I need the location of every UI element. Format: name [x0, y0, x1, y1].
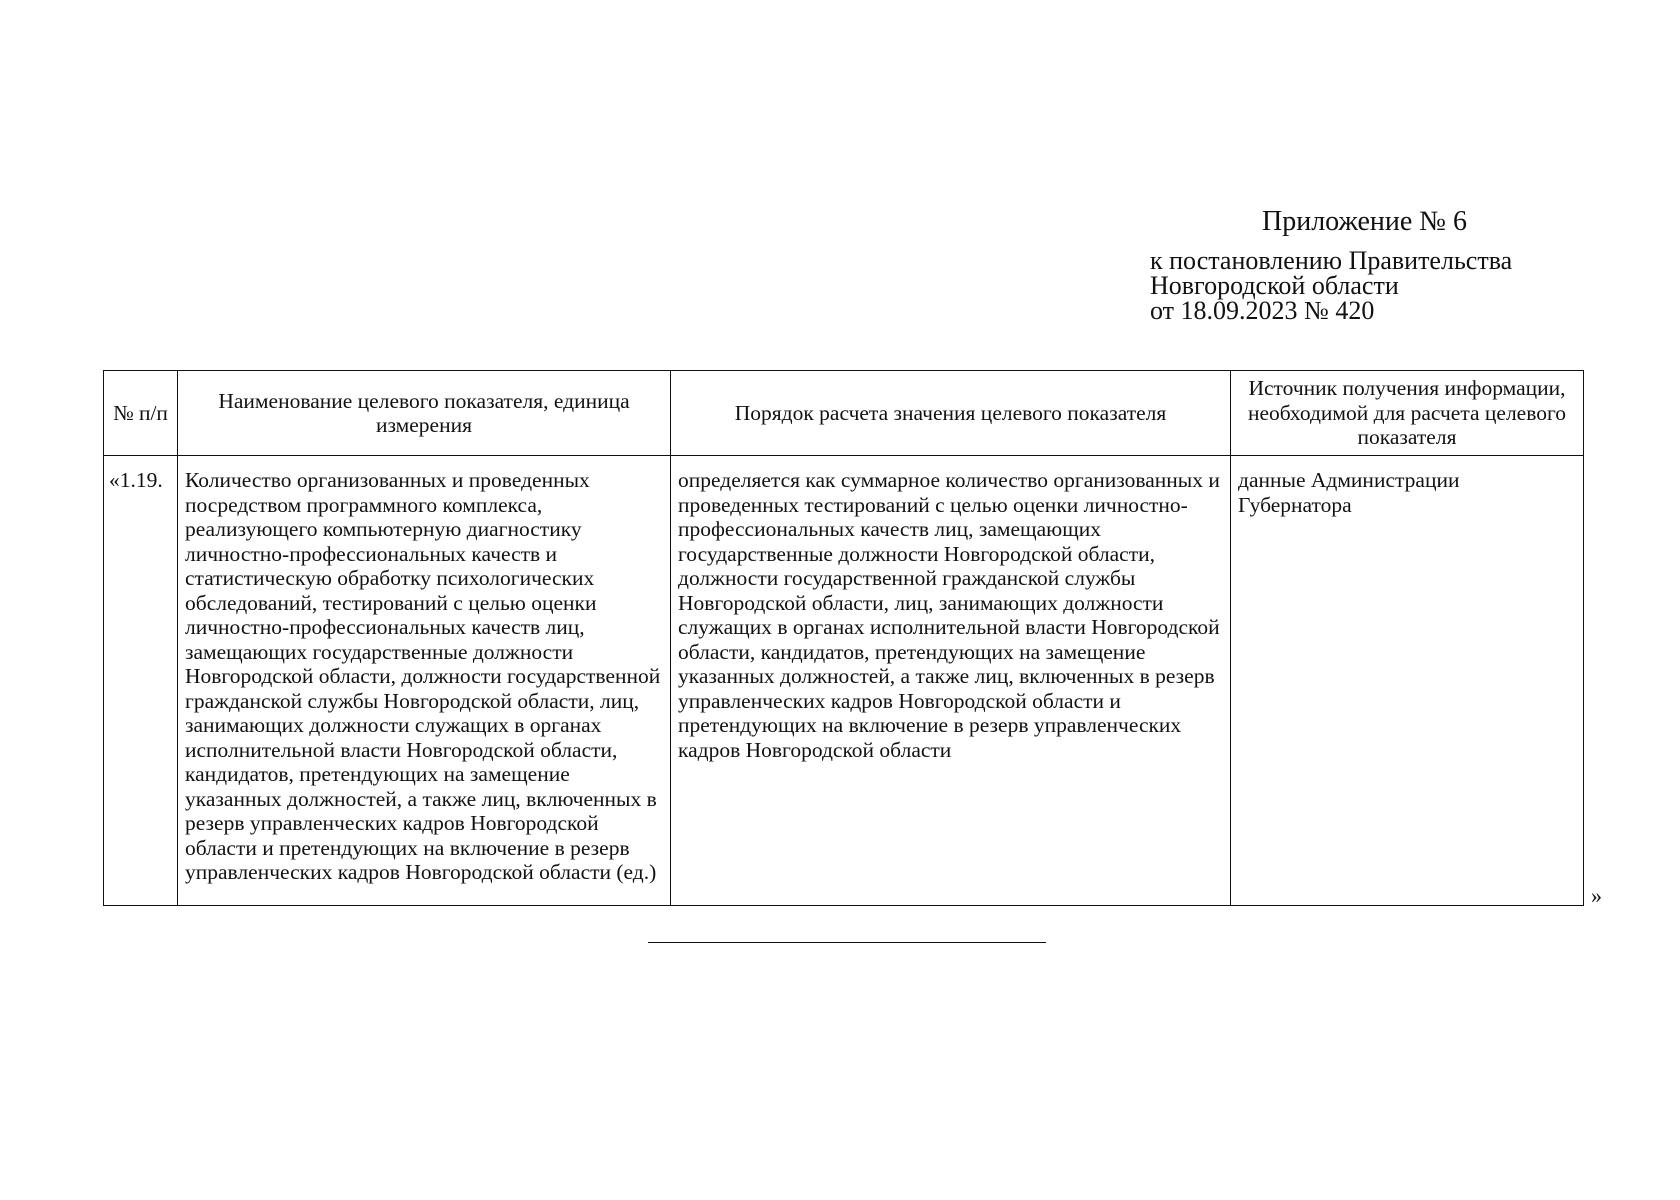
appendix-ref-line-1: к постановлению Правительства	[1150, 246, 1513, 275]
appendix-title: Приложение № 6	[1262, 206, 1467, 237]
closing-quote: »	[1591, 883, 1602, 908]
indicator-name-cell: Количество организованных и проведенных посредством программного комплекса, реализующего компьютерную диагностику личностно-профессиональных качеств и статистическую обработку психологических обследований, тестирований с целью оценки личностно-профессиональных качеств лиц, замещающих государственные должности Новгородской области, должности государственной гражданской службы Новгородской области, лиц, занимающих должности служащих в органах исполнительной власти Новгородской области, кандидатов, претендующих на замещение указанных должностей, а также лиц, включенных в резерв управленческих кадров Новгородской области и претендующих на включение в резерв управленческих кадров Новгородской области (ед.)	[178, 456, 671, 906]
appendix-ref-line-2: Новгородской области	[1150, 271, 1399, 300]
column-header-indicator-name: Наименование целевого показателя, единица измерения	[178, 371, 671, 456]
column-header-calculation: Порядок расчета значения целевого показателя	[671, 371, 1231, 456]
calculation-cell: определяется как суммарное количество организованных и проведенных тестирований с целью оценки личностно-профессиональных качеств лиц, замещающих государственные должности Новгородской области, должности государственной гражданской службы Новгородской области, лиц, занимающих должности служащих в органах исполнительной власти Новгородской области, кандидатов, претендующих на замещение указанных должностей, а также лиц, включенных в резерв управленческих кадров Новгородской области и претендующих на включение в резерв управленческих кадров Новгородской области	[671, 456, 1231, 906]
appendix-reference	[1150, 248, 1512, 323]
column-header-source: Источник получения информации, необходимой для расчета целевого показателя	[1231, 371, 1584, 456]
table-header-row	[104, 371, 1584, 456]
row-number: «1.19.	[104, 456, 178, 906]
column-header-number: № п/п	[104, 371, 178, 456]
footer-divider	[648, 942, 1046, 943]
table-row	[104, 456, 1584, 906]
source-cell: данные Администрации Губернатора	[1231, 456, 1584, 906]
indicator-table	[103, 370, 1584, 906]
appendix-ref-line-3: от 18.09.2023 № 420	[1150, 296, 1375, 325]
